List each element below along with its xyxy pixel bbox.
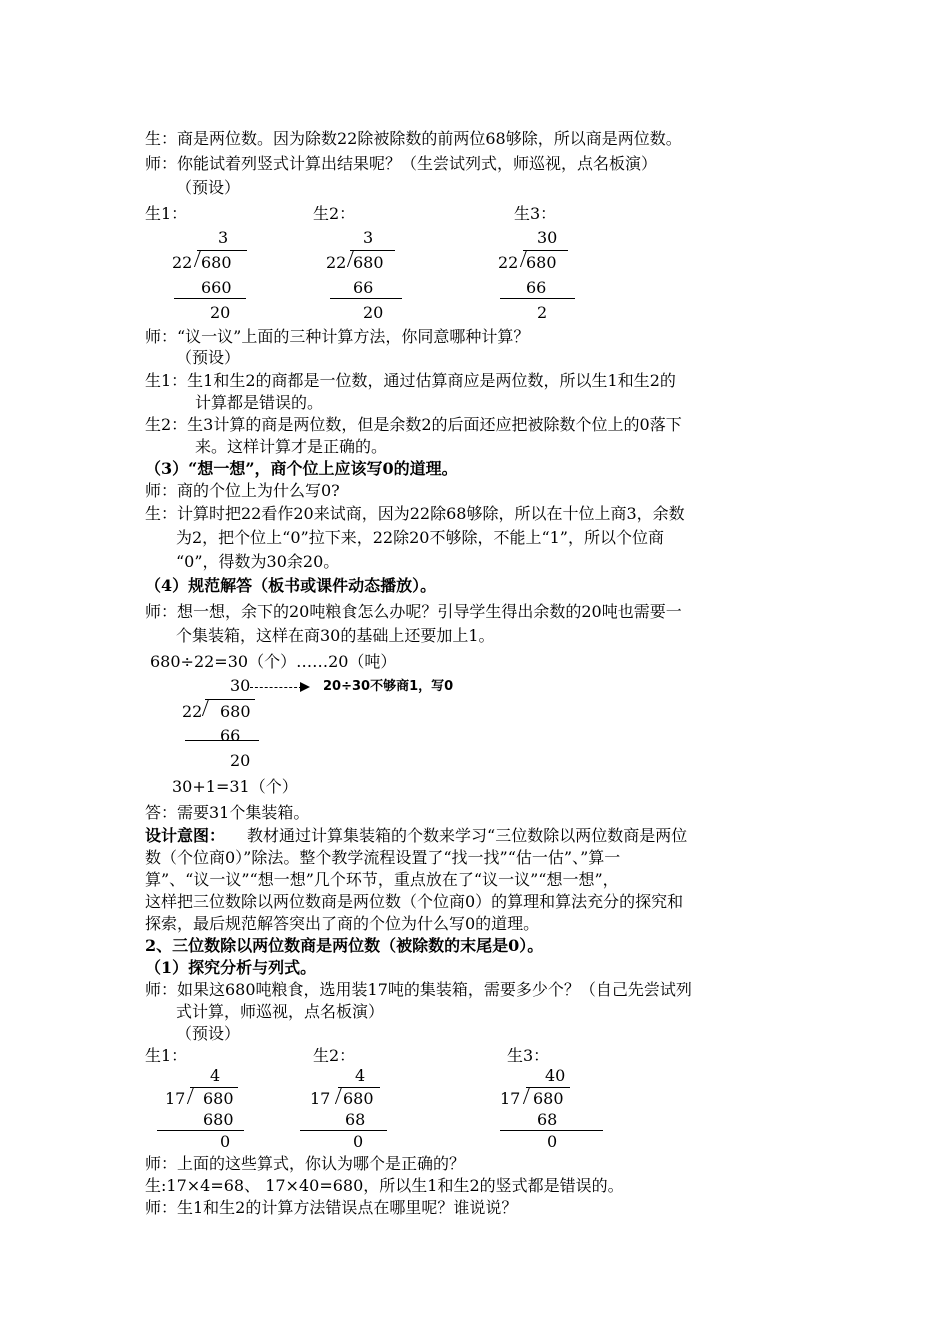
- text-line: 生：商是两位数。因为除数22除被除数的前两位68够除，所以商是两位数。: [145, 129, 682, 148]
- dividend: 680: [220, 702, 251, 721]
- student-label: 生1：: [145, 1046, 188, 1065]
- divisor: 17: [500, 1089, 521, 1108]
- division-bar: [205, 699, 255, 700]
- text-line: 算”、“议一议”“想一想”几个环节，重点放在了“议一议”“想一想”，: [145, 870, 619, 889]
- text-line: 师：“议一议”上面的三种计算方法，你同意哪种计算？: [145, 327, 530, 346]
- remainder: 0: [353, 1132, 364, 1151]
- text-line: 计算都是错误的。: [195, 393, 324, 412]
- student-label: 生1：: [145, 204, 188, 223]
- dividend: 680: [343, 1089, 374, 1108]
- quotient: 3: [363, 228, 374, 247]
- text-line: 答：需要31个集装箱。: [145, 803, 310, 822]
- dividend: 680: [533, 1089, 564, 1108]
- product: 660: [201, 278, 232, 297]
- subtraction-line: [330, 298, 402, 299]
- division-bar: [338, 1087, 380, 1088]
- subtraction-line: [500, 1130, 603, 1131]
- text-line: 数（个位商0）”除法。整个教学流程设置了“找一找”“估一估”、”算一: [145, 848, 621, 867]
- product: 66: [526, 278, 547, 297]
- text-line: 师：你能试着列竖式计算出结果呢？（生尝试列式，师巡视，点名板演）: [145, 154, 658, 173]
- product: 66: [353, 278, 374, 297]
- student-label: 生2：: [313, 1046, 356, 1065]
- text-line: 师：商的个位上为什么写0?: [145, 481, 340, 500]
- remainder: 2: [537, 303, 548, 322]
- remainder: 0: [220, 1132, 231, 1151]
- text-line: 生1：生1和生2的商都是一位数，通过估算商应是两位数，所以生1和生2的: [145, 371, 676, 390]
- text-line: （预设）: [176, 348, 241, 367]
- dividend: 680: [353, 253, 384, 272]
- text-line: （预设）: [176, 178, 241, 197]
- product: 68: [345, 1110, 366, 1129]
- subtraction-line: [500, 298, 575, 299]
- quotient: 30: [230, 676, 251, 695]
- division-bar: [526, 1087, 570, 1088]
- text-line: 生：计算时把22看作20来试商，因为22除68够除，所以在十位上商3，余数: [145, 504, 685, 523]
- subtraction-line: [300, 1130, 387, 1131]
- division-bar: [350, 250, 395, 251]
- design-intent-line: [145, 825, 687, 847]
- divisor: 22: [326, 253, 347, 272]
- text-line: 师：想一想，余下的20吨粮食怎么办呢？引导学生得出余数的20吨也需要一: [145, 602, 682, 621]
- subtraction-line: [174, 298, 246, 299]
- annotation-note: 20÷30不够商1，写0: [323, 679, 454, 694]
- quotient: 4: [355, 1066, 366, 1085]
- student-label: 生2：: [313, 204, 356, 223]
- quotient: 40: [545, 1066, 566, 1085]
- remainder: 20: [210, 303, 231, 322]
- product: 66: [220, 726, 241, 745]
- student-label: 生3：: [507, 1046, 550, 1065]
- text-line: 师：生1和生2的计算方法错误点在哪里呢？谁说说？: [145, 1198, 518, 1217]
- arrow-head-icon: [300, 682, 310, 692]
- section-heading: （4）规范解答（板书或课件动态播放）。: [145, 576, 437, 595]
- text-line: 师：如果这680吨粮食，选用装17吨的集装箱，需要多少个？（自己先尝试列: [145, 980, 692, 999]
- product: 68: [537, 1110, 558, 1129]
- dividend: 680: [201, 253, 232, 272]
- divisor: 22: [172, 253, 193, 272]
- quotient: 30: [537, 228, 558, 247]
- divisor: 17: [310, 1089, 331, 1108]
- equation: 30+1=31（个）: [172, 777, 298, 796]
- product: 680: [203, 1110, 234, 1129]
- text-line: 来。这样计算才是正确的。: [195, 437, 388, 456]
- section-heading: （3）“想一想”，商个位上应该写0的道理。: [145, 459, 458, 478]
- dashed-arrow-line: [250, 687, 302, 688]
- text-line: “0”，得数为30余20。: [176, 552, 340, 571]
- text-line: 式计算，师巡视，点名板演）: [176, 1002, 385, 1021]
- student-label: 生3：: [514, 204, 557, 223]
- subtraction-line: [157, 1130, 244, 1131]
- text-line: 个集装箱，这样在商30的基础上还要加上1。: [176, 626, 495, 645]
- division-bar: [523, 250, 568, 251]
- dividend: 680: [203, 1089, 234, 1108]
- remainder: 20: [363, 303, 384, 322]
- text-line: 探索，最后规范解答突出了商的个位为什么写0的道理。: [145, 914, 540, 933]
- dividend: 680: [526, 253, 557, 272]
- quotient: 4: [210, 1066, 221, 1085]
- divisor: 22: [182, 702, 203, 721]
- design-intent-text: 教材通过计算集装箱的个数来学习“三位数除以两位数商是两位: [247, 826, 688, 845]
- divisor: 22: [498, 253, 519, 272]
- section-heading: 2、三位数除以两位数商是两位数（被除数的末尾是0）。: [145, 936, 544, 955]
- subtraction-line: [185, 740, 259, 741]
- design-intent-label: 设计意图：: [145, 826, 226, 845]
- remainder: 20: [230, 751, 251, 770]
- division-bar: [190, 1087, 238, 1088]
- divisor: 17: [165, 1089, 186, 1108]
- text-line: 生:17×4=68、 17×40=680，所以生1和生2的竖式都是错误的。: [145, 1176, 624, 1195]
- remainder: 0: [547, 1132, 558, 1151]
- section-heading: （1）探究分析与列式。: [145, 958, 317, 977]
- text-line: （预设）: [176, 1024, 241, 1043]
- text-line: 生2：生3计算的商是两位数，但是余数2的后面还应把被除数个位上的0落下: [145, 415, 682, 434]
- quotient: 3: [218, 228, 229, 247]
- division-bar: [197, 250, 247, 251]
- text-line: 这样把三位数除以两位数商是两位数（个位商0）的算理和算法充分的探究和: [145, 892, 684, 911]
- text-line: 师：上面的这些算式，你认为哪个是正确的？: [145, 1154, 466, 1173]
- text-line: 为2，把个位上“0”拉下来，22除20不够除，不能上“1”，所以个位商: [176, 528, 664, 547]
- equation: 680÷22=30（个）……20（吨）: [150, 652, 397, 671]
